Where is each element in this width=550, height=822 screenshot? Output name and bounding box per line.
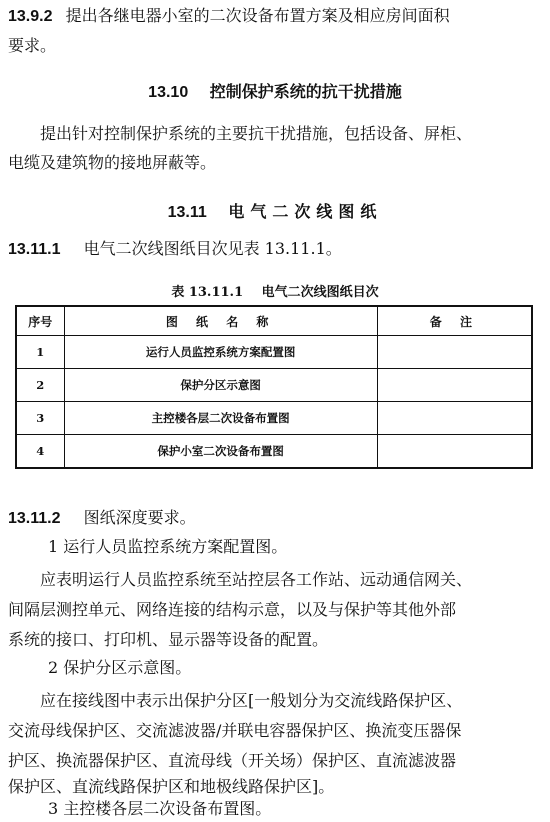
header-no: 序号 <box>16 306 64 336</box>
table-row <box>16 402 532 435</box>
paragraph-13-10-line2: 电缆及建筑物的接地屏蔽等。 <box>8 153 217 172</box>
item-1-line2: 间隔层测控单元、网络连接的结构示意，以及与保护等其他外部 <box>8 600 457 619</box>
clause-number: 13.9.2 <box>8 8 53 25</box>
row-name: 运行人员监控系统方案配置图 <box>64 336 377 369</box>
section-heading-13-10 <box>0 79 550 102</box>
table-row <box>16 336 532 369</box>
row-note <box>377 369 532 402</box>
section-title: 电气二次线图纸 <box>228 202 383 221</box>
section-number: 13.11 <box>167 204 207 221</box>
row-name: 保护分区示意图 <box>64 369 377 402</box>
item-1-line3: 系统的接口、打印机、显示器等设备的配置。 <box>8 630 329 649</box>
item-2-line2: 交流母线保护区、交流滤波器/并联电容器保护区、换流变压器保 <box>8 721 462 740</box>
table-header-row <box>16 306 532 336</box>
clause-text: 电气二次线图纸目次见表 13.11.1。 <box>83 239 342 258</box>
header-note: 备 注 <box>377 306 532 336</box>
item-3-title: 3 主控楼各层二次设备布置图。 <box>48 799 272 818</box>
section-heading-13-11 <box>0 199 550 222</box>
table-caption <box>0 281 550 300</box>
clause-text: 图纸深度要求。 <box>83 508 196 527</box>
table-row <box>16 435 532 469</box>
item-2-line1: 应在接线图中表示出保护分区[一般划分为交流线路保护区、 <box>40 691 463 710</box>
section-number: 13.10 <box>148 84 189 101</box>
row-note <box>377 435 532 469</box>
item-1-title: 1 运行人员监控系统方案配置图。 <box>48 537 288 556</box>
paragraph-13-10-line1: 提出针对控制保护系统的主要抗干扰措施，包括设备、屏柜、 <box>40 124 473 143</box>
row-no: 4 <box>16 435 64 469</box>
row-name: 主控楼各层二次设备布置图 <box>64 402 377 435</box>
item-2-line4: 保护区、直流线路保护区和地极线路保护区]。 <box>8 777 335 796</box>
row-name: 保护小室二次设备布置图 <box>64 435 377 469</box>
table-title: 电气二次线图纸目次 <box>261 285 379 300</box>
clause-number: 13.11.1 <box>8 241 61 258</box>
item-2-line3: 护区、换流器保护区、直流母线（开关场）保护区、直流滤波器 <box>8 751 457 770</box>
item-2-title: 2 保护分区示意图。 <box>48 658 192 677</box>
clause-13-11-2 <box>8 508 196 529</box>
clause-13-9-2 <box>8 6 450 27</box>
clause-number: 13.11.2 <box>8 510 61 527</box>
clause-13-11-1 <box>8 239 342 260</box>
clause-13-9-2-continuation: 要求。 <box>8 36 57 55</box>
row-no: 3 <box>16 402 64 435</box>
row-no: 2 <box>16 369 64 402</box>
table-row <box>16 369 532 402</box>
item-1-line1: 应表明运行人员监控系统至站控层各工作站、远动通信网关、 <box>40 570 473 589</box>
clause-text: 提出各继电器小室的二次设备布置方案及相应房间面积 <box>65 6 450 25</box>
row-no: 1 <box>16 336 64 369</box>
section-title: 控制保护系统的抗干扰措施 <box>209 82 402 101</box>
table-number: 表 13.11.1 <box>171 285 244 300</box>
row-note <box>377 336 532 369</box>
drawing-directory-table <box>15 305 533 469</box>
row-note <box>377 402 532 435</box>
header-name: 图 纸 名 称 <box>64 306 377 336</box>
